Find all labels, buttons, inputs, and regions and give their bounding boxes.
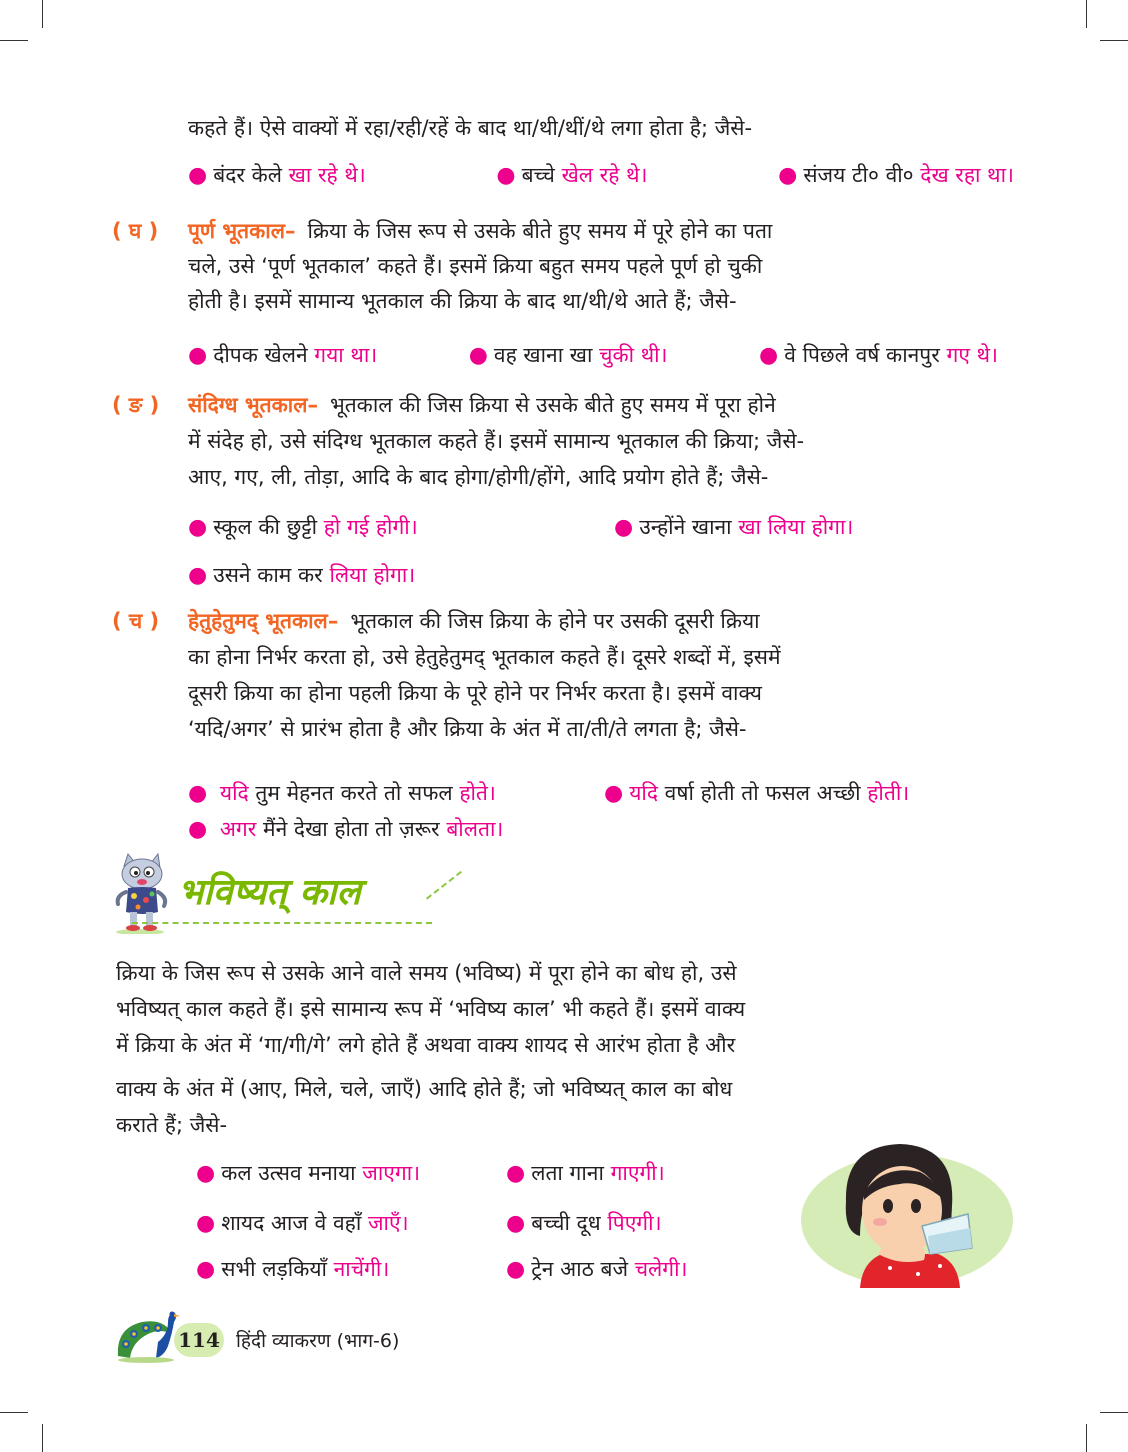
example-item: ● स्कूल की छुट्टी हो गई होगी। bbox=[188, 515, 418, 540]
term-purna-bhootkaal: पूर्ण भूतकाल bbox=[188, 219, 285, 243]
example-item: ● शायद आज वे वहाँ जाएँ। bbox=[196, 1211, 409, 1236]
example-item: ● उसने काम कर लिया होगा। bbox=[188, 563, 416, 588]
future-para-line: वाक्य के अंत में (आए, मिले, चले, जाएँ) आदि होते हैं; जो भविष्यत् काल का बोध bbox=[116, 1077, 733, 1101]
future-para-line: क्रिया के जिस रूप से उसके आने वाले समय (भविष्य) में पूरा होने का बोध हो, उसे bbox=[116, 961, 737, 985]
term-sandigdh-bhootkaal: संदिग्ध भूतकाल bbox=[188, 393, 308, 417]
example-item: ● अगर मैंने देखा होता तो ज़रूर बोलता। bbox=[188, 817, 504, 842]
example-item: ● सभी लड़कियाँ नाचेंगी। bbox=[196, 1257, 390, 1282]
crop-mark bbox=[42, 1424, 43, 1452]
section-gha-line3: होती है। इसमें सामान्य भूतकाल की क्रिया के बाद था/थी/थे आते हैं; जैसे- bbox=[188, 289, 737, 313]
example-item: ● वह खाना खा चुकी थी। bbox=[468, 343, 668, 368]
example-item: ● वे पिछले वर्ष कानपुर गए थे। bbox=[759, 343, 998, 368]
section-label-nga: ( ङ ) bbox=[112, 393, 160, 417]
page-number: 114 bbox=[174, 1323, 224, 1357]
example-item: ● यदि तुम मेहनत करते तो सफल होते। bbox=[188, 781, 496, 806]
book-title: हिंदी व्याकरण (भाग-6) bbox=[236, 1330, 400, 1352]
section-cha-line4: ‘यदि/अगर’ से प्रारंभ होता है और क्रिया के अंत में ता/ती/ते लगता है; जैसे- bbox=[188, 717, 747, 741]
section-label-cha: ( च ) bbox=[112, 609, 160, 633]
example-item: ● कल उत्सव मनाया जाएगा। bbox=[196, 1161, 421, 1186]
heading-flourish bbox=[426, 871, 462, 900]
intro-examples bbox=[188, 160, 1014, 191]
intro-line: कहते हैं। ऐसे वाक्यों में रहा/रही/रहें के बाद था/थी/थीं/थे लगा होता है; जैसे- bbox=[188, 116, 753, 140]
example-item: ● लता गाना गाएगी। bbox=[506, 1161, 665, 1186]
crop-mark bbox=[1086, 1424, 1087, 1452]
crop-mark bbox=[0, 1412, 28, 1413]
crop-mark bbox=[1100, 40, 1128, 41]
section-gha-examples bbox=[188, 340, 998, 371]
peacock-icon bbox=[112, 1304, 182, 1364]
example-item: ● ट्रेन आठ बजे चलेगी। bbox=[506, 1257, 688, 1282]
future-para-line: कराते हैं; जैसे- bbox=[116, 1113, 228, 1137]
section-gha-line1: पूर्ण भूतकाल – क्रिया के जिस रूप से उसके बीते हुए समय में पूरे होने का पता bbox=[188, 216, 1014, 246]
section-nga-line1: संदिग्ध भूतकाल – भूतकाल की जिस क्रिया से उसके बीते हुए समय में पूरा होने bbox=[188, 390, 1014, 420]
term-hetuhetumad-bhootkaal: हेतुहेतुमद् भूतकाल bbox=[188, 609, 328, 633]
crop-mark bbox=[1100, 1412, 1128, 1413]
section-label-gha: ( घ ) bbox=[112, 219, 159, 243]
crop-mark bbox=[42, 0, 43, 28]
section-cha-line2: का होना निर्भर करता हो, उसे हेतुहेतुमद् भूतकाल कहते हैं। दूसरे शब्दों में, इसमें bbox=[188, 645, 781, 669]
example-item: ● दीपक खेलने गया था। bbox=[188, 343, 378, 368]
example-item: ● उन्होंने खाना खा लिया होगा। bbox=[614, 515, 854, 540]
future-tense-heading: भविष्यत् काल bbox=[178, 871, 361, 913]
section-gha-line2: चले, उसे ‘पूर्ण भूतकाल’ कहते हैं। इसमें क्रिया बहुत समय पहले पूर्ण हो चुकी bbox=[188, 254, 763, 278]
section-cha-line3: दूसरी क्रिया का होना पहली क्रिया के पूरे होने पर निर्भर करता है। इसमें वाक्य bbox=[188, 681, 762, 705]
example-item: ● बच्ची दूध पिएगी। bbox=[506, 1211, 662, 1236]
girl-drinking-water-illustration bbox=[800, 1136, 1014, 1288]
example-item: ● बंदर केले खा रहे थे। bbox=[188, 163, 366, 188]
future-para-line: भविष्यत् काल कहते हैं। इसे सामान्य रूप में ‘भविष्य काल’ भी कहते हैं। इसमें वाक्य bbox=[116, 997, 746, 1021]
example-item: ● संजय टी० वी० देख रहा था। bbox=[778, 163, 1014, 188]
crop-mark bbox=[0, 40, 28, 41]
section-nga-line3: आए, गए, ली, तोड़ा, आदि के बाद होगा/होगी/होंगे, आदि प्रयोग होते हैं; जैसे- bbox=[188, 465, 769, 489]
heading-underline bbox=[132, 922, 432, 924]
crop-mark bbox=[1086, 0, 1087, 28]
future-para-line: में क्रिया के अंत में ‘गा/गी/गे’ लगे होते हैं अथवा वाक्य शायद से आरंभ होता है और bbox=[116, 1033, 736, 1057]
example-item: ● बच्चे खेल रहे थे। bbox=[496, 163, 648, 188]
section-cha-line1: हेतुहेतुमद् भूतकाल – भूतकाल की जिस क्रिया के होने पर उसकी दूसरी क्रिया bbox=[188, 606, 1014, 636]
example-item: ● यदि वर्षा होती तो फसल अच्छी होती। bbox=[604, 781, 910, 806]
section-nga-line2: में संदेह हो, उसे संदिग्ध भूतकाल कहते हैं। इसमें सामान्य भूतकाल की क्रिया; जैसे- bbox=[188, 429, 805, 453]
